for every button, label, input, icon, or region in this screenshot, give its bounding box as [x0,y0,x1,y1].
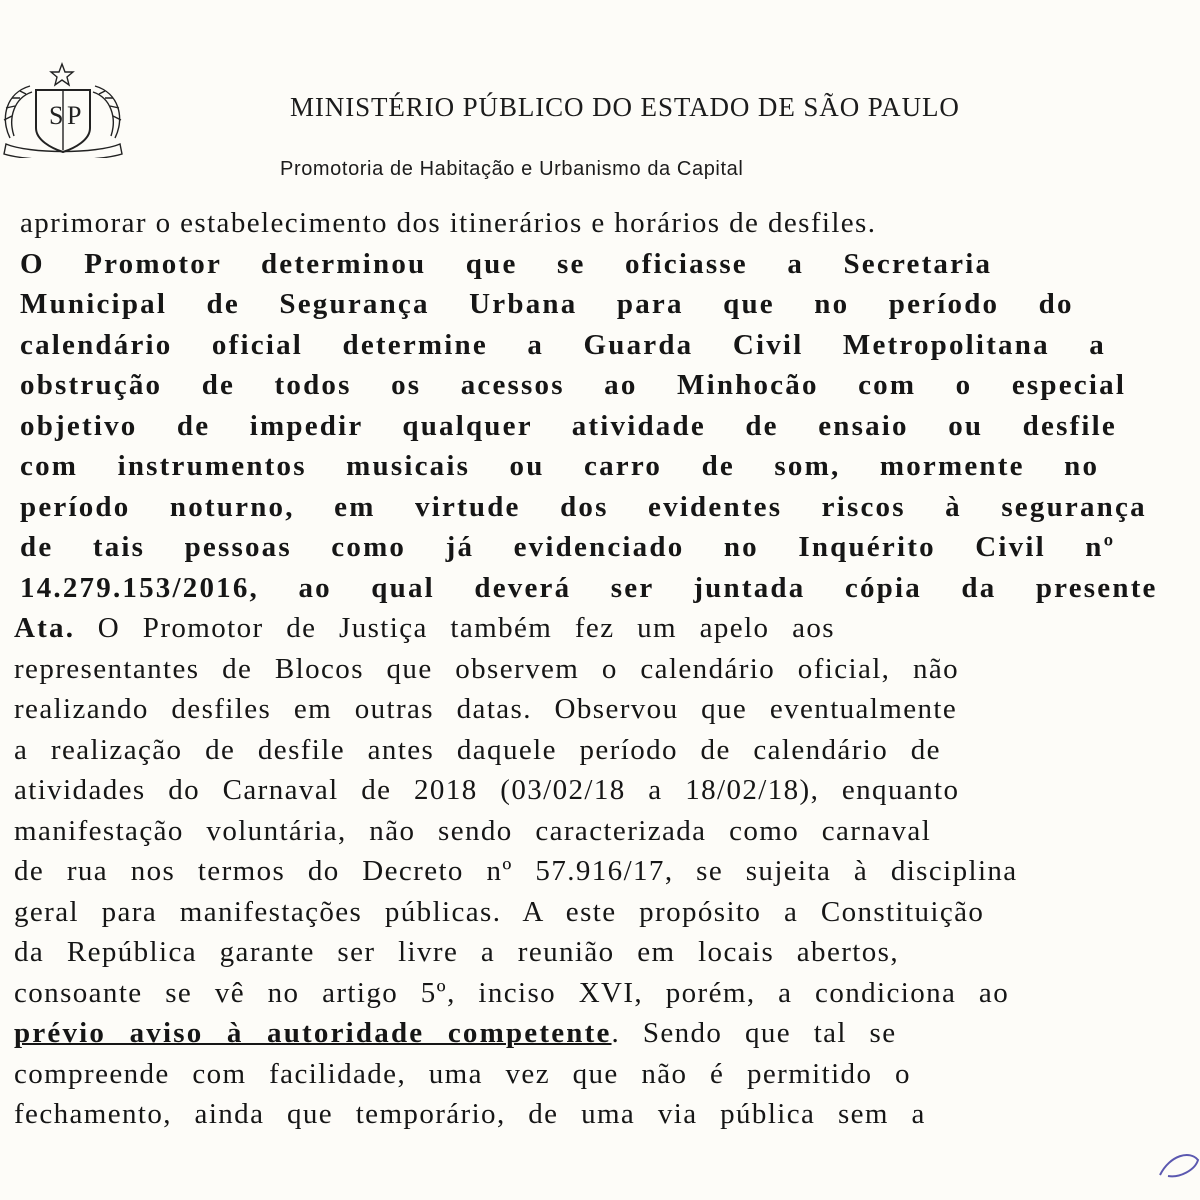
document-body [0,203,1200,1163]
body-line [20,406,1117,446]
text-segment: da República garante ser livre a reunião em locais abertos, [14,936,899,968]
bold-text: objetivo de impedir qualquer atividade de ensaio ou desfile [20,410,1118,442]
body-line [20,568,1158,608]
body-line [14,689,957,729]
text-segment: compreende com facilidade, uma vez que não é permitido o [14,1058,911,1090]
body-line [14,1094,926,1134]
text-segment: O Promotor de Justiça também fez um apelo aos [75,612,835,644]
header-subtitle: Promotoria de Habitação e Urbanismo da Capital [280,158,744,180]
body-line [20,203,876,243]
body-line [20,365,1126,405]
text-segment: . Sendo que tal se [611,1017,897,1049]
text-segment: a realização de desfile antes daquele período de calendário de [14,734,941,766]
body-line [14,932,899,972]
bold-text: calendário oficial determine a Guarda Civil Metropolitana a [20,329,1106,361]
text-segment: manifestação voluntária, não sendo caracterizada como carnaval [14,815,932,847]
header-title: MINISTÉRIO PÚBLICO DO ESTADO DE SÃO PAULO [290,92,960,122]
svg-text:P: P [67,101,82,130]
bold-text: O Promotor determinou que se oficiasse a Secretaria [20,248,993,280]
bold-text: obstrução de todos os acessos ao Minhocão com o especial [20,369,1127,401]
signature-mark [1140,1120,1200,1180]
coat-of-arms-seal [0,58,150,158]
text-segment: fechamento, ainda que temporário, de uma via pública sem a [14,1098,926,1130]
bold-text: 14.279.153/2016, ao qual deverá ser juntada cópia da presente [20,572,1158,604]
body-line [14,811,931,851]
body-line [14,1013,897,1053]
body-line [14,973,1009,1013]
text-segment: consoante se vê no artigo 5º, inciso XVI, porém, a condiciona ao [14,977,1010,1009]
body-line [20,284,1074,324]
bold-text: com instrumentos musicais ou carro de som, mormente no [20,450,1100,482]
bold-text: período noturno, em virtude dos evidentes riscos à segurança [20,491,1147,523]
body-line [14,770,959,810]
text-segment: aprimorar o estabelecimento dos itinerários e horários de desfiles. [20,207,877,239]
text-segment: de rua nos termos do Decreto nº 57.916/17, se sujeita à disciplina [14,855,1018,887]
svg-text:S: S [49,101,64,130]
body-line [20,527,1115,567]
body-line [14,851,1018,891]
bold-text: Ata. [14,612,76,644]
body-line [20,446,1099,486]
body-line [14,649,959,689]
body-line [14,1054,911,1094]
bold-text: de tais pessoas como já evidenciado no Inquérito Civil nº [20,531,1116,563]
body-line [14,608,835,648]
body-line [14,730,941,770]
text-segment: representantes de Blocos que observem o calendário oficial, não [14,653,960,685]
body-line [20,487,1147,527]
underlined-phrase: prévio aviso à autoridade competente [14,1017,612,1049]
body-line [20,325,1106,365]
text-segment: atividades do Carnaval de 2018 (03/02/18 a 18/02/18), enquanto [14,774,960,806]
text-segment: geral para manifestações públicas. A este propósito a Constituição [14,896,985,928]
text-segment: realizando desfiles em outras datas. Observou que eventualmente [14,693,958,725]
body-line [20,244,992,284]
bold-text: Municipal de Segurança Urbana para que no período do [20,288,1074,320]
body-line [14,892,984,932]
